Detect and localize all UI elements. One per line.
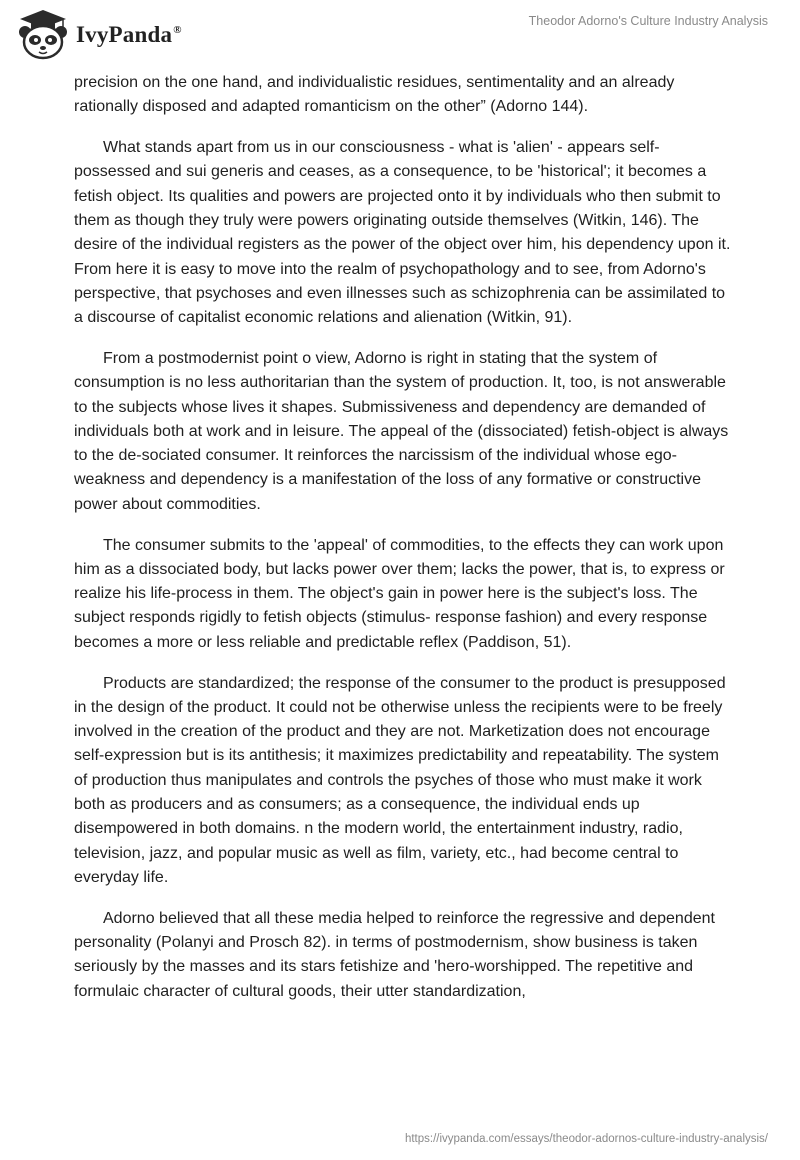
paragraph-continued: precision on the one hand, and individualistic residues, sentimentality and an already rationally disposed and adapted romanticism on the other” (Adorno 144). — [74, 74, 675, 116]
source-url[interactable]: https://ivypanda.com/essays/theodor-adornos-culture-industry-analysis/ — [404, 1133, 768, 1145]
registered-mark: ® — [173, 24, 182, 37]
essay-body — [74, 71, 734, 1020]
paragraph: What stands apart from us in our consciousness - what is 'alien' - appears self-possessed and sui generis and ceases, as a consequence, to be 'historical'; it becomes a fetish object. Its qualities and powers are projected onto it by individuals who then submit to them as though they truly were powers originating outside themselves (Witkin, 146). The desire of the individual registers as the power of the object over him, his dependency upon it. From here it is easy to move into the realm of psychopathology and to see, from Adorno's perspective, that psychoses and even illnesses such as schizophrenia can be assimilated to a discourse of capitalist economic relations and alienation (Witkin, 91). — [74, 139, 731, 327]
brand-logo[interactable] — [14, 8, 214, 60]
panda-graduate-icon — [14, 8, 72, 60]
paragraph: Products are standardized; the response of the consumer to the product is presupposed in the design of the product. It could not be otherwise unless the recipients were to be freely involved in the creation of the product and they are not. Marketization does not encourage self-expression but is its antithesis; it maximizes predictability and repeatability. The system of production thus manipulates and controls the psyches of those who must make it work both as producers and as consumers; as a consequence, the individual ends up disempowered in both domains. n the modern world, the entertainment industry, radio, television, jazz, and popular music as well as film, variety, etc., had become central to everyday life. — [74, 674, 726, 886]
paragraph: The consumer submits to the 'appeal' of commodities, to the effects they can work upon him as a dissociated body, but lacks power over them; lacks the power, that is, to express or realize his life-process in them. The object's gain in power here is the subject's loss. The subject responds rigidly to fetish objects (stimulus- response fashion) and every response becomes a more or less reliable and predictable reflex (Paddison, 51). — [74, 536, 725, 651]
document-title: Theodor Adorno's Culture Industry Analysis — [528, 14, 768, 28]
paragraph: From a postmodernist point o view, Adorno is right in stating that the system of consumption is no less authoritarian than the system of production. It, too, is not answerable to the subjects whose lives it shapes. Submissiveness and dependency are demanded of individuals both at work and in leisure. The appeal of the (dissociated) fetish-object is always to the de-sociated consumer. It reinforces the narcissism of the individual whose ego-weakness and dependency is a manifestation of the loss of any formative or constructive power about commodities. — [74, 349, 729, 513]
brand-name: IvyPanda® — [76, 22, 182, 47]
paragraph: Adorno believed that all these media helped to reinforce the regressive and dependent personality (Polanyi and Prosch 82). in terms of postmodernism, show business is taken seriously by the masses and its stars fetishize and 'hero-worshipped. The repetitive and formulaic character of cultural goods, their utter standardization, — [74, 909, 715, 1000]
page-header — [0, 0, 800, 72]
